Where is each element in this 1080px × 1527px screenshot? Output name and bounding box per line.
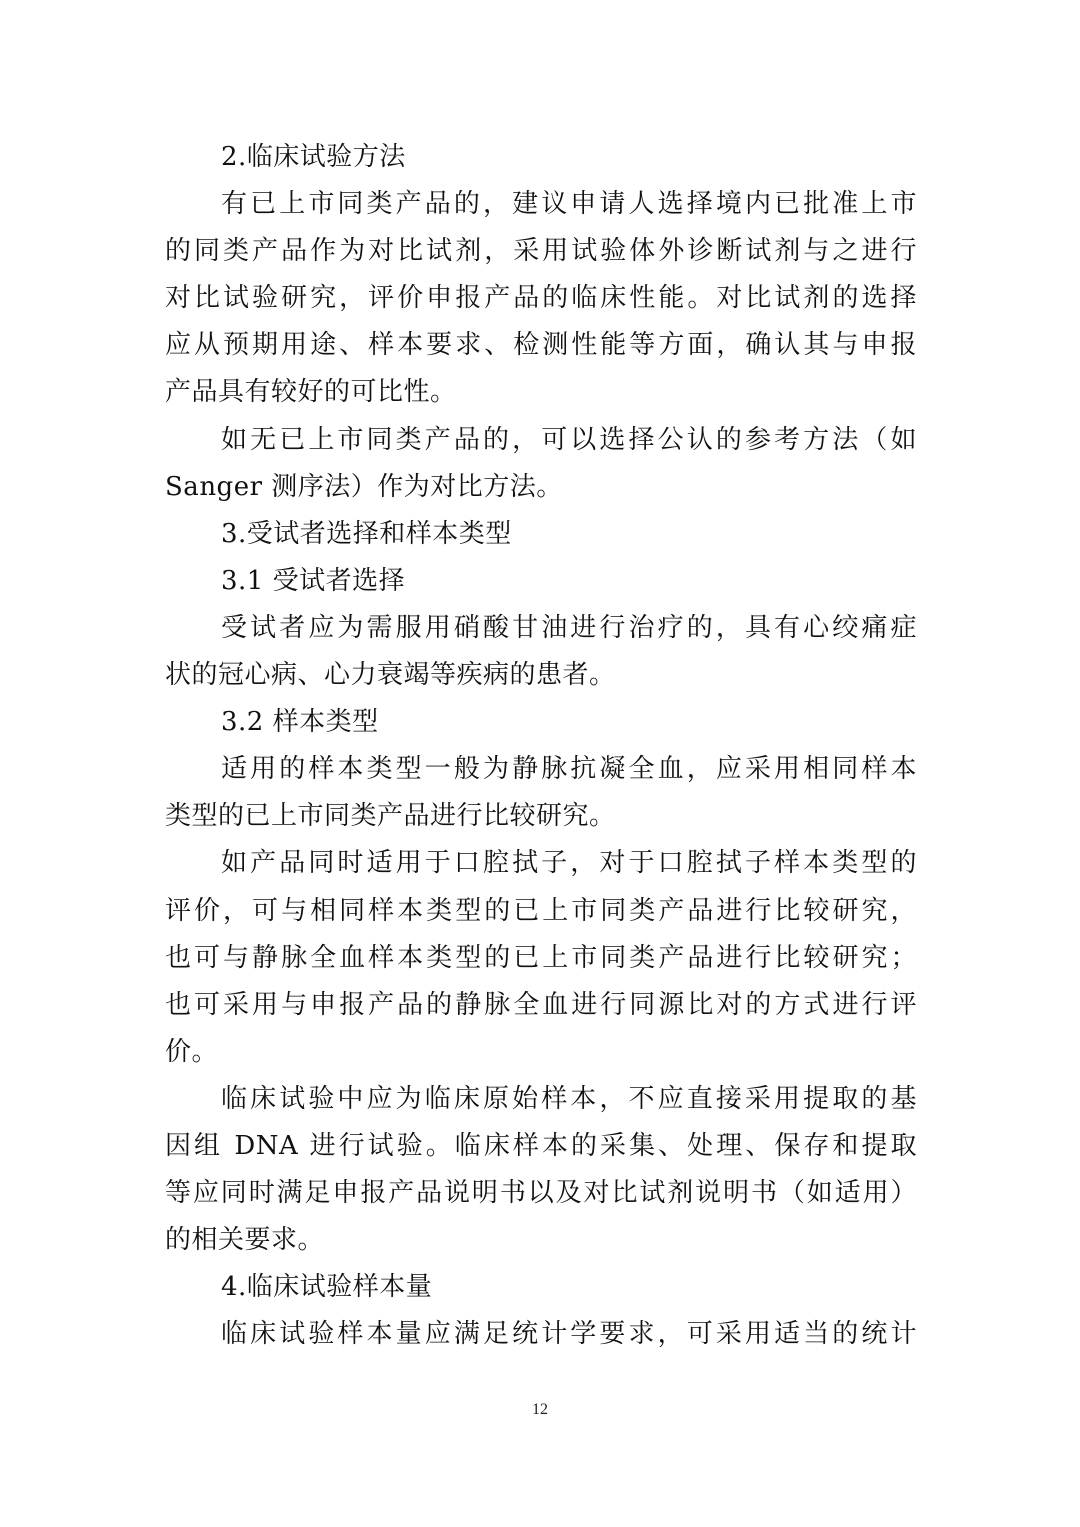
text-line: 因组 DNA 进行试验。临床样本的采集、处理、保存和提取 — [165, 1130, 917, 1161]
subsection-heading-sample-type: 3.2 样本类型 — [221, 707, 379, 738]
text-line: 评价，可与相同样本类型的已上市同类产品进行比较研究， — [165, 895, 917, 926]
text-line: 临床试验中应为临床原始样本，不应直接采用提取的基 — [221, 1083, 917, 1114]
text-line: 受试者应为需服用硝酸甘油进行治疗的，具有心绞痛症 — [221, 612, 917, 643]
text-line: 状的冠心病、心力衰竭等疾病的患者。 — [165, 660, 616, 691]
text-line: 适用的样本类型一般为静脉抗凝全血，应采用相同样本 — [221, 754, 917, 785]
text-line: 对比试验研究，评价申报产品的临床性能。对比试剂的选择 — [165, 283, 917, 314]
section-heading-subject-selection: 3.受试者选择和样本类型 — [221, 518, 512, 549]
text-line: 等应同时满足申报产品说明书以及对比试剂说明书（如适用） — [165, 1178, 917, 1209]
text-line: 也可与静脉全血样本类型的已上市同类产品进行比较研究； — [165, 942, 917, 973]
text-line: 价。 — [165, 1036, 219, 1067]
text-line: 有已上市同类产品的，建议申请人选择境内已批准上市 — [221, 189, 917, 220]
subsection-heading-subject-selection: 3.1 受试者选择 — [221, 565, 406, 596]
section-heading-sample-size: 4.临床试验样本量 — [221, 1272, 433, 1303]
text-line: Sanger 测序法）作为对比方法。 — [165, 471, 563, 502]
text-line: 的相关要求。 — [165, 1225, 325, 1256]
text-line: 的同类产品作为对比试剂，采用试验体外诊断试剂与之进行 — [165, 236, 917, 267]
text-line: 产品具有较好的可比性。 — [165, 377, 457, 408]
document-body — [165, 134, 917, 1358]
text-line: 也可采用与申报产品的静脉全血进行同源比对的方式进行评 — [165, 989, 917, 1020]
text-line: 如产品同时适用于口腔拭子，对于口腔拭子样本类型的 — [221, 848, 917, 879]
text-line: 临床试验样本量应满足统计学要求，可采用适当的统计 — [221, 1319, 917, 1350]
text-line: 类型的已上市同类产品进行比较研究。 — [165, 801, 616, 832]
text-line: 应从预期用途、样本要求、检测性能等方面，确认其与申报 — [165, 330, 917, 361]
text-line: 如无已上市同类产品的，可以选择公认的参考方法（如 — [221, 424, 917, 455]
section-heading-clinical-trial-method: 2.临床试验方法 — [221, 142, 406, 172]
page-number: 12 — [532, 1401, 548, 1418]
